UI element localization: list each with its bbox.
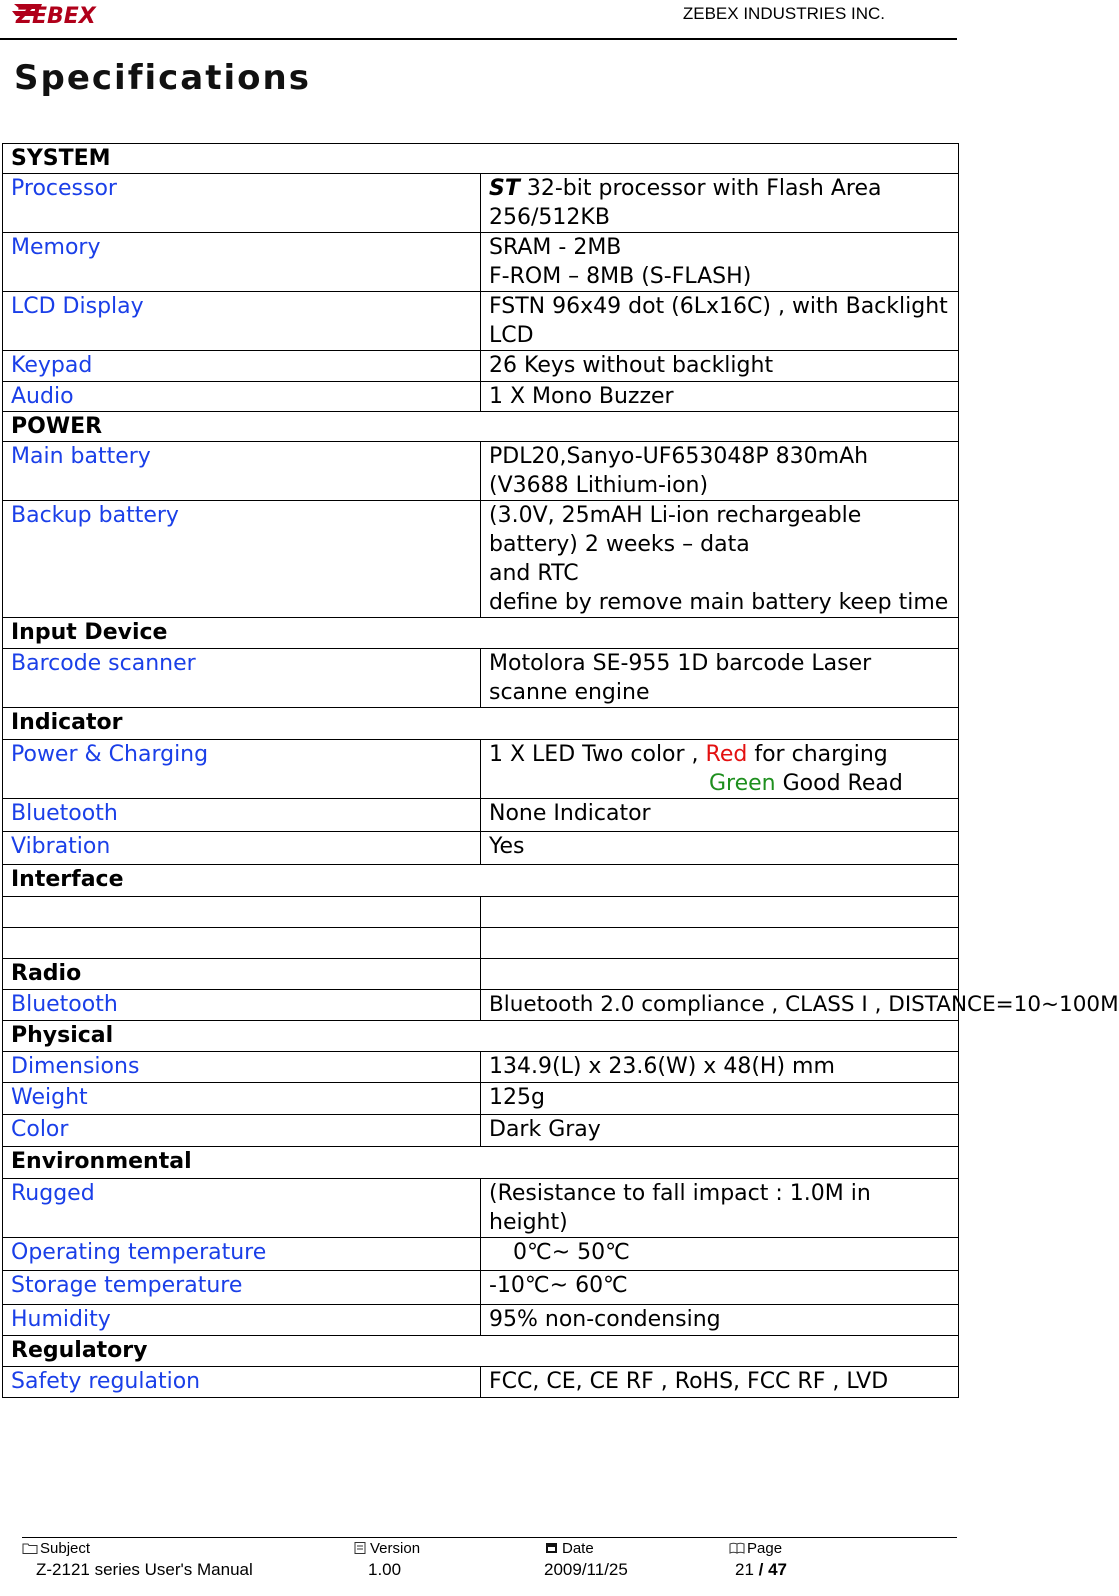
value-line: (3.0V, 25mAH Li-ion rechargeable battery) 2 weeks – data (489, 503, 862, 557)
company-name: ZEBEX INDUSTRIES INC. (682, 4, 885, 23)
table-row-bluetooth-indicator (3, 799, 959, 832)
footer-subject (22, 1540, 253, 1580)
row-value: 134.9(L) x 23.6(W) x 48(H) mm (481, 1052, 959, 1083)
row-label: Color (3, 1115, 481, 1147)
row-value: 26 Keys without backlight (481, 351, 959, 382)
section-title: Indicator (3, 708, 959, 740)
row-label: LCD Display (3, 292, 481, 351)
row-value (481, 174, 959, 233)
value-line: define by remove main battery keep time (489, 590, 949, 615)
table-row-audio (3, 382, 959, 412)
value-line (489, 740, 950, 769)
row-label: Audio (3, 382, 481, 412)
table-row-weight (3, 1083, 959, 1115)
section-title: Interface (3, 865, 959, 897)
row-label: Main battery (3, 442, 481, 501)
folder-icon (22, 1542, 38, 1554)
row-value: None Indicator (481, 799, 959, 832)
footer-date (544, 1540, 628, 1580)
date-label: Date (562, 1540, 594, 1557)
good-read-text: Good Read (775, 771, 903, 796)
table-row-main-battery (3, 442, 959, 501)
row-value (481, 897, 959, 928)
row-label: Processor (3, 174, 481, 233)
row-value: 0℃~ 50℃ (481, 1238, 959, 1271)
date-value: 2009/11/25 (544, 1560, 628, 1579)
row-label: Bluetooth (3, 990, 481, 1021)
section-title: Input Device (3, 618, 959, 649)
row-label (3, 897, 481, 928)
section-row-power (3, 412, 959, 442)
row-value (481, 928, 959, 959)
row-label: Storage temperature (3, 1271, 481, 1305)
subject-value: Z-2121 series User's Manual (36, 1560, 253, 1579)
row-label: Power & Charging (3, 740, 481, 799)
section-row-radio (3, 959, 959, 990)
table-row-bluetooth-radio (3, 990, 959, 1021)
calendar-icon (544, 1542, 560, 1554)
row-value: PDL20,Sanyo-UF653048P 830mAh (V3688 Lithium-ion) (481, 442, 959, 501)
green-word: Green (709, 771, 776, 796)
page-current: 21 (735, 1560, 754, 1579)
row-value: FSTN 96x49 dot (6Lx16C) , with Backlight LCD (481, 292, 959, 351)
table-row-empty (3, 928, 959, 959)
row-value: Motolora SE-955 1D barcode Laser scanne engine (481, 649, 959, 708)
row-label: Weight (3, 1083, 481, 1115)
page-label: Page (747, 1540, 783, 1557)
table-row-processor (3, 174, 959, 233)
row-label (3, 928, 481, 959)
row-value (481, 233, 959, 292)
subject-label: Subject (40, 1540, 91, 1557)
table-row-safety-regulation (3, 1367, 959, 1398)
red-word: Red (705, 742, 748, 767)
table-row-empty (3, 897, 959, 928)
led-text: 1 X LED Two color , (489, 742, 706, 767)
section-row-environmental (3, 1147, 959, 1179)
row-label: Safety regulation (3, 1367, 481, 1398)
row-label: Dimensions (3, 1052, 481, 1083)
row-label: Barcode scanner (3, 649, 481, 708)
table-row-keypad (3, 351, 959, 382)
table-row-color (3, 1115, 959, 1147)
value-line: SRAM - 2MB (489, 235, 622, 260)
page-header (0, 0, 957, 40)
table-row-rugged (3, 1179, 959, 1238)
section-row-physical (3, 1021, 959, 1052)
row-label: Operating temperature (3, 1238, 481, 1271)
row-label: Keypad (3, 351, 481, 382)
footer-version (352, 1540, 420, 1580)
table-row-dimensions (3, 1052, 959, 1083)
document-icon (352, 1542, 368, 1554)
section-row-input-device (3, 618, 959, 649)
row-label: Rugged (3, 1179, 481, 1238)
table-row-memory (3, 233, 959, 292)
row-label: Bluetooth (3, 799, 481, 832)
version-value: 1.00 (368, 1560, 402, 1579)
row-value: 1 X Mono Buzzer (481, 382, 959, 412)
row-value: Dark Gray (481, 1115, 959, 1147)
table-row-storage-temperature (3, 1271, 959, 1305)
row-value: FCC, CE, CE RF , RoHS, FCC RF , LVD (481, 1367, 959, 1398)
open-book-icon (729, 1542, 745, 1554)
st-brand: ST (489, 176, 520, 201)
table-row-barcode-scanner (3, 649, 959, 708)
section-title: Regulatory (3, 1336, 959, 1367)
section-row-system (3, 144, 959, 174)
section-row-regulatory (3, 1336, 959, 1367)
page-footer (22, 1537, 957, 1579)
row-value (481, 740, 959, 799)
zebex-logo (12, 2, 138, 29)
table-row-power-charging (3, 740, 959, 799)
table-row-backup-battery (3, 501, 959, 618)
table-row-lcd-display (3, 292, 959, 351)
row-value: -10℃~ 60℃ (481, 1271, 959, 1305)
row-value: Bluetooth 2.0 compliance , CLASS I , DISTANCE=10~100M (481, 990, 959, 1021)
row-value (481, 959, 959, 990)
row-value: Yes (481, 832, 959, 865)
table-row-vibration (3, 832, 959, 865)
section-row-indicator (3, 708, 959, 740)
section-title: POWER (3, 412, 959, 442)
value-line: and RTC (489, 561, 579, 586)
footer-page (729, 1540, 787, 1580)
row-value (481, 501, 959, 618)
section-title: Radio (3, 959, 481, 990)
row-value: 95% non-condensing (481, 1305, 959, 1336)
row-label: Humidity (3, 1305, 481, 1336)
row-label: Memory (3, 233, 481, 292)
page-total: 47 (768, 1560, 788, 1579)
section-row-interface (3, 865, 959, 897)
row-value: 125g (481, 1083, 959, 1115)
row-value: (Resistance to fall impact : 1.0M in height) (481, 1179, 959, 1238)
charging-text: for charging (747, 742, 888, 767)
logo-text: ZEBEX (16, 4, 96, 29)
table-row-operating-temperature (3, 1238, 959, 1271)
section-title: Physical (3, 1021, 959, 1052)
page-title: Specifications (14, 58, 311, 98)
value-line: F-ROM – 8MB (S-FLASH) (489, 264, 752, 289)
row-label: Vibration (3, 832, 481, 865)
specifications-table (2, 143, 1119, 1398)
table-row-humidity (3, 1305, 959, 1336)
section-title: Environmental (3, 1147, 959, 1179)
section-title: SYSTEM (3, 144, 959, 174)
processor-value: 32-bit processor with Flash Area 256/512KB (489, 176, 882, 230)
version-label: Version (370, 1540, 421, 1557)
page-separator: / (753, 1560, 769, 1579)
row-label: Backup battery (3, 501, 481, 618)
value-line (489, 769, 950, 798)
